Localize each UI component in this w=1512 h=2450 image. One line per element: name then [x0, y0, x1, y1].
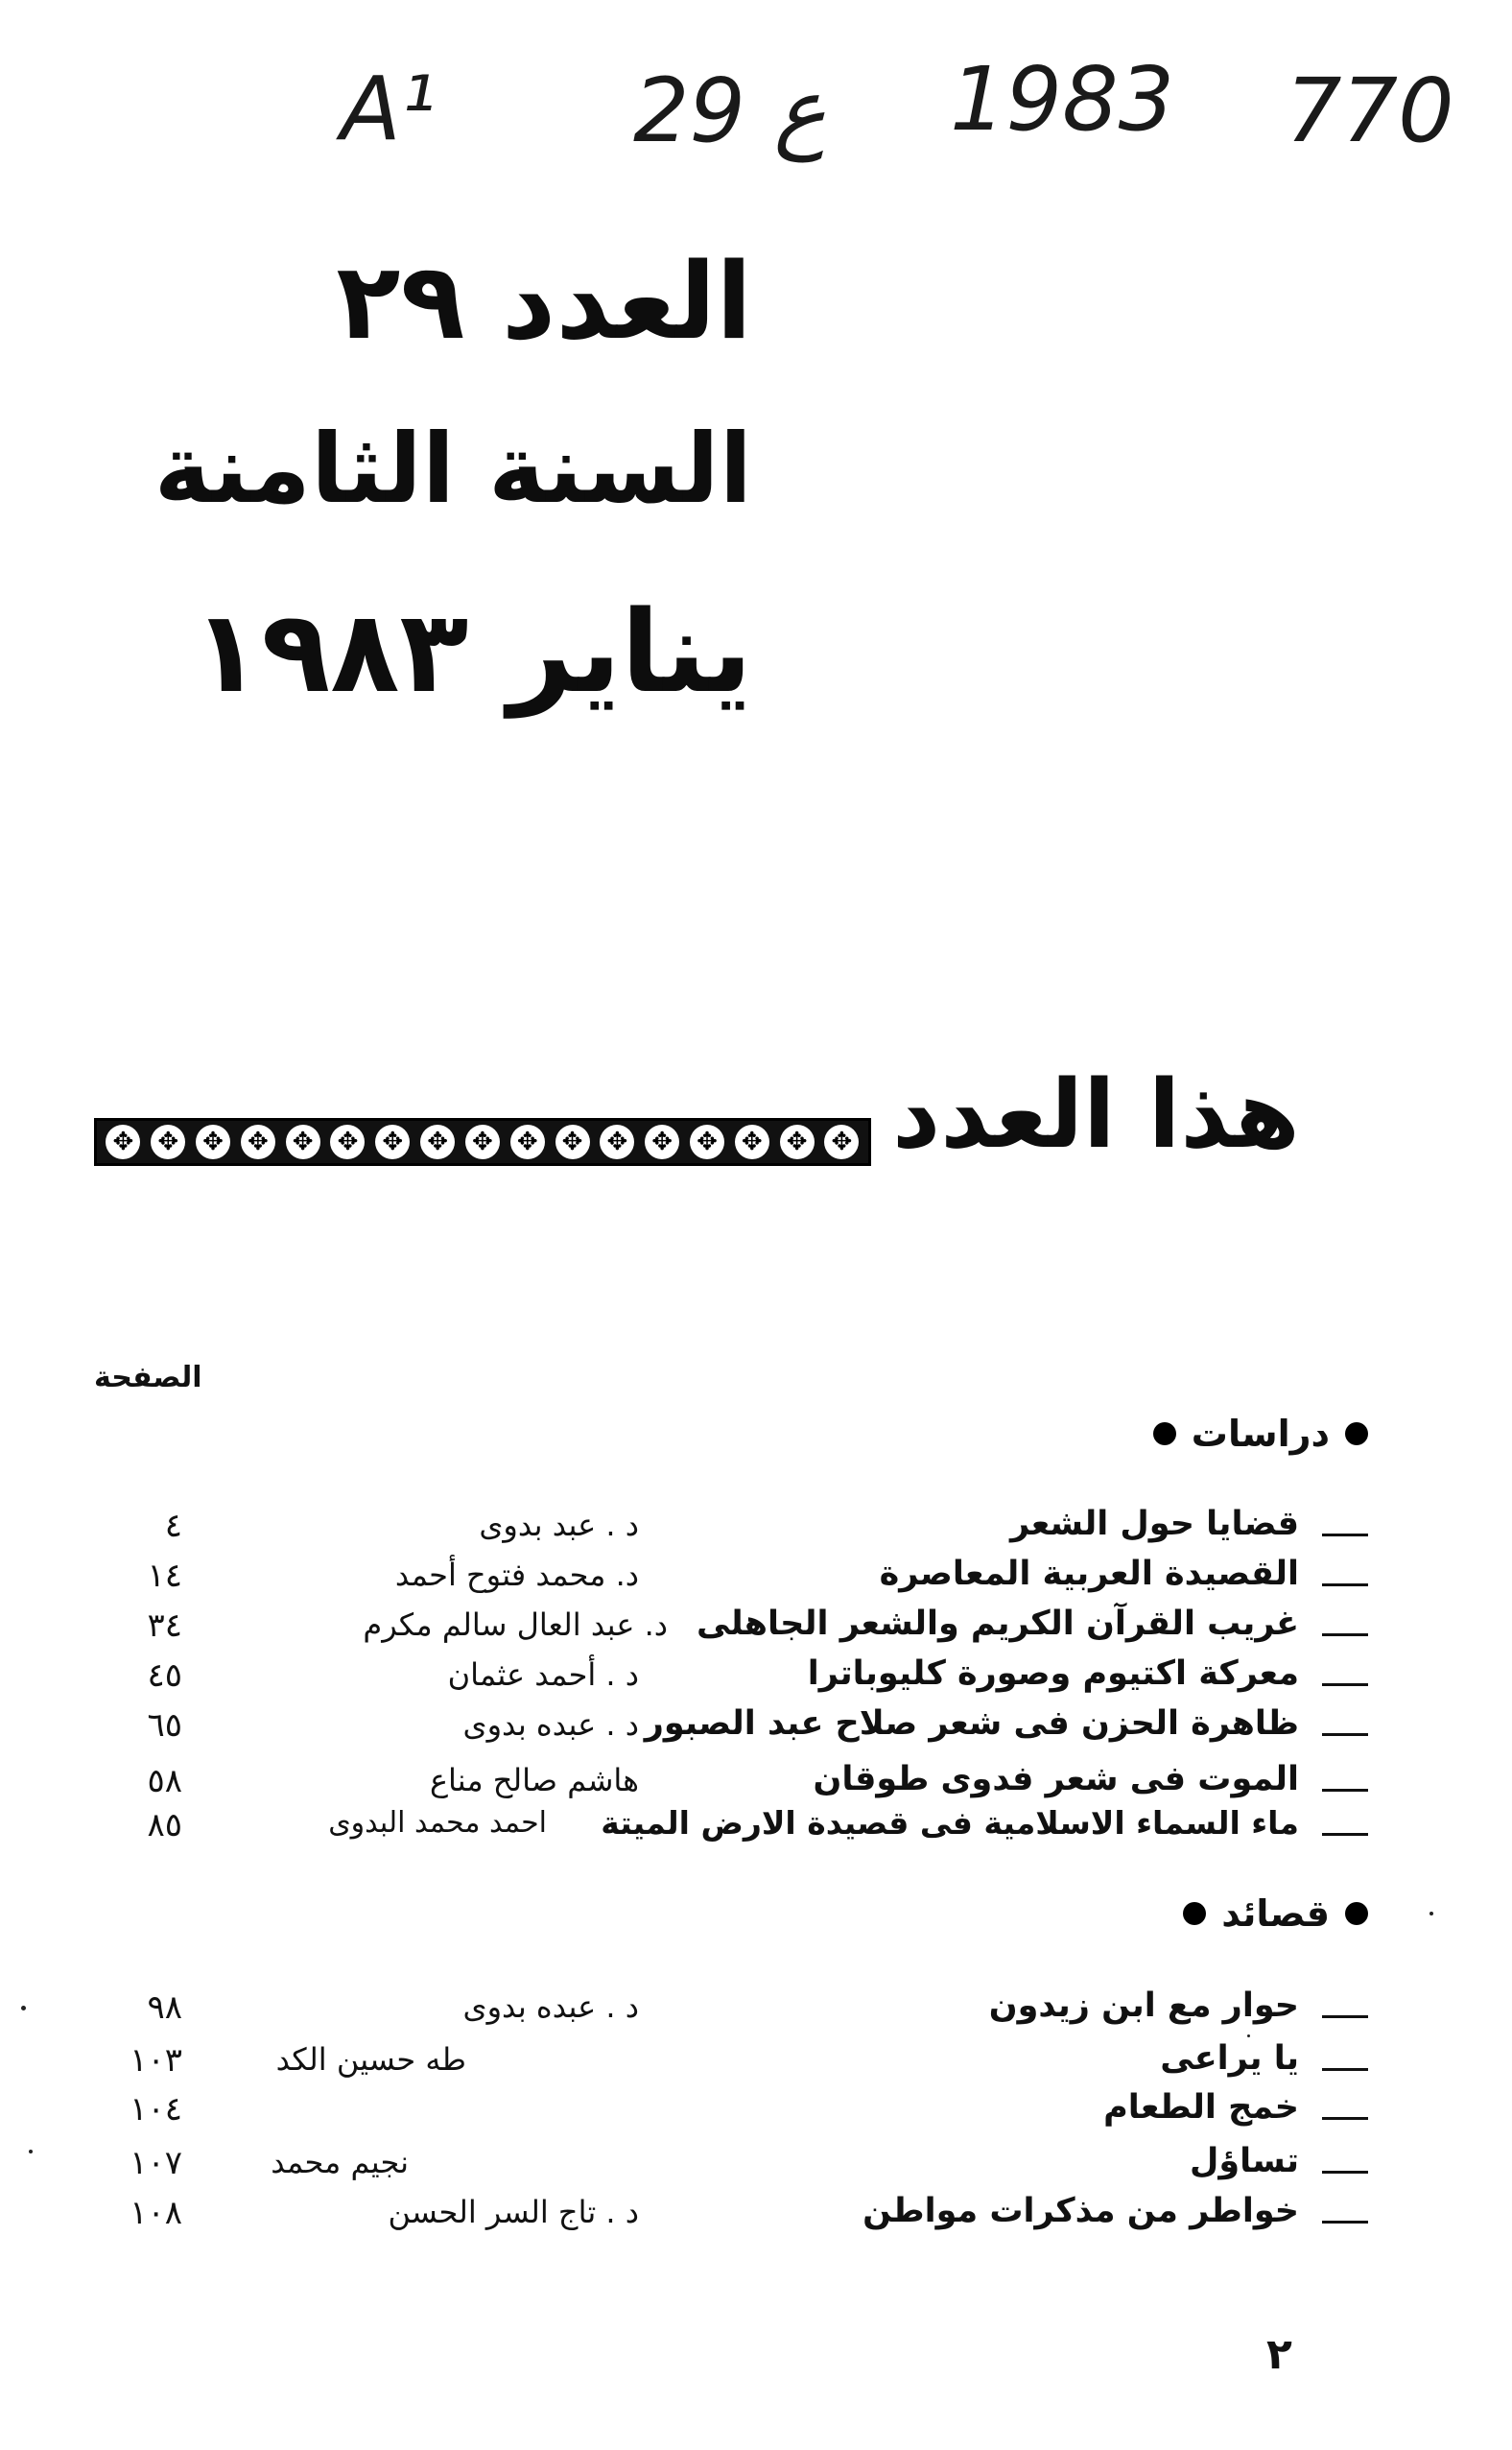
dash-marker [1322, 1789, 1368, 1792]
page-number: ٢ [1266, 2330, 1292, 2379]
issue-number-title: العدد ٢٩ [336, 240, 752, 363]
bullet-icon [1345, 1422, 1368, 1445]
ornamental-band [94, 1118, 871, 1166]
ornament-icon: ✥ [690, 1125, 724, 1159]
scan-speck [1429, 1912, 1433, 1915]
article-title: القصيدة العربية المعاصرة [879, 1555, 1299, 1593]
article-page: ٨٥ [147, 1806, 182, 1844]
section-heading-poems [1183, 1892, 1368, 1935]
dash-marker [1322, 1683, 1368, 1686]
scan-speck [21, 2006, 26, 2010]
poem-title: خواطر من مذكرات مواطن [862, 2192, 1299, 2230]
article-page: ٦٥ [147, 1706, 182, 1745]
ornament-icon: ✥ [375, 1125, 410, 1159]
ornament-icon: ✥ [555, 1125, 590, 1159]
section-title: دراسات [1191, 1413, 1330, 1455]
ornament-icon: ✥ [600, 1125, 634, 1159]
dash-marker [1322, 2171, 1368, 2174]
toc-row [0, 1760, 1512, 1808]
ornament-icon: ✥ [465, 1125, 500, 1159]
handwritten-issue: 29 ع [633, 59, 827, 162]
ornament-icon: ✥ [106, 1125, 140, 1159]
poem-title: يا يراعى [1160, 2039, 1299, 2078]
volume-year-title: السنة الثامنة [154, 413, 752, 525]
poem-title: خمج الطعام [1103, 2088, 1299, 2127]
dash-marker [1322, 2221, 1368, 2224]
dash-marker [1322, 1833, 1368, 1836]
poem-page: ٩٨ [147, 1988, 182, 2027]
ornament-icon: ✥ [510, 1125, 545, 1159]
dash-marker [1322, 2015, 1368, 2018]
article-author: د. محمد فتوح أحمد [394, 1557, 639, 1593]
section-heading-studies [1153, 1413, 1368, 1455]
handwritten-mark: A¹ [341, 58, 437, 160]
ornament-icon: ✥ [780, 1125, 815, 1159]
toc-row [0, 2088, 1512, 2136]
poem-page: ١٠٤ [130, 2090, 182, 2129]
toc-row [0, 1654, 1512, 1702]
ornament-icon: ✥ [241, 1125, 275, 1159]
handwritten-code: 770 [1286, 59, 1454, 162]
ornament-icon: ✥ [286, 1125, 320, 1159]
toc-row [0, 1605, 1512, 1653]
toc-row [0, 2039, 1512, 2087]
article-title: معركة اكتيوم وصورة كليوباترا [807, 1654, 1299, 1693]
article-title: الموت فى شعر فدوى طوقان [813, 1760, 1299, 1798]
toc-row [0, 1704, 1512, 1752]
poem-author: د . تاج السر الحسن [388, 2194, 639, 2230]
ornament-icon: ✥ [420, 1125, 455, 1159]
article-page: ٤ [164, 1507, 182, 1545]
poem-page: ١٠٨ [130, 2194, 182, 2232]
dash-marker [1322, 2117, 1368, 2120]
dash-marker [1322, 1583, 1368, 1586]
poem-page: ١٠٣ [130, 2041, 182, 2080]
handwritten-year: 1983 [950, 48, 1175, 151]
ornament-icon: ✥ [330, 1125, 365, 1159]
dash-marker [1322, 1534, 1368, 1536]
article-author: احمد محمد البدوى [328, 1806, 547, 1840]
article-page: ٣٤ [147, 1606, 182, 1645]
ornament-icon: ✥ [645, 1125, 679, 1159]
article-title: ماء السماء الاسلامية فى قصيدة الارض الميتة [601, 1804, 1299, 1842]
poem-title: تساؤل [1189, 2142, 1299, 2180]
article-title: قضايا حول الشعر [1009, 1505, 1299, 1543]
section-title: قصائد [1221, 1892, 1330, 1935]
issue-date-title: يناير ١٩٨٣ [192, 585, 752, 718]
scan-speck [29, 2150, 33, 2153]
article-page: ١٤ [147, 1557, 182, 1595]
bullet-icon [1345, 1902, 1368, 1925]
dash-marker [1322, 2068, 1368, 2071]
page-column-label: الصفحة [94, 1361, 202, 1394]
toc-row [0, 1804, 1512, 1852]
dash-marker [1322, 1633, 1368, 1636]
poem-page: ١٠٧ [130, 2144, 182, 2182]
toc-row [0, 1986, 1512, 2034]
bullet-icon [1183, 1902, 1206, 1925]
article-title: ظاهرة الحزن فى شعر صلاح عبد الصبور [644, 1704, 1299, 1743]
ornament-icon: ✥ [824, 1125, 859, 1159]
contents-heading: هذا العدد [892, 1060, 1300, 1170]
poem-author: د . عبده بدوى [462, 1988, 639, 2025]
ornament-icon: ✥ [151, 1125, 185, 1159]
bullet-icon [1153, 1422, 1176, 1445]
poem-author: نجيم محمد [271, 2144, 409, 2180]
article-author: د . عبد بدوى [479, 1507, 639, 1543]
ornament-icon: ✥ [735, 1125, 769, 1159]
toc-row [0, 1555, 1512, 1603]
article-title: غريب القرآن الكريم والشعر الجاهلى [697, 1605, 1299, 1643]
poem-author: طه حسين الكد [275, 2041, 466, 2078]
article-author: د . عبده بدوى [462, 1706, 639, 1743]
article-author: هاشم صالح مناع [429, 1762, 639, 1798]
article-author: د. عبد العال سالم مكرم [363, 1606, 668, 1643]
toc-row [0, 1505, 1512, 1553]
scan-speck [1247, 2034, 1250, 2037]
article-page: ٥٨ [147, 1762, 182, 1800]
poem-title: حوار مع ابن زيدون [988, 1986, 1299, 2025]
ornament-icon: ✥ [196, 1125, 230, 1159]
article-page: ٤٥ [147, 1656, 182, 1695]
toc-row [0, 2142, 1512, 2190]
article-author: د . أحمد عثمان [447, 1656, 639, 1693]
dash-marker [1322, 1733, 1368, 1736]
toc-row [0, 2192, 1512, 2240]
